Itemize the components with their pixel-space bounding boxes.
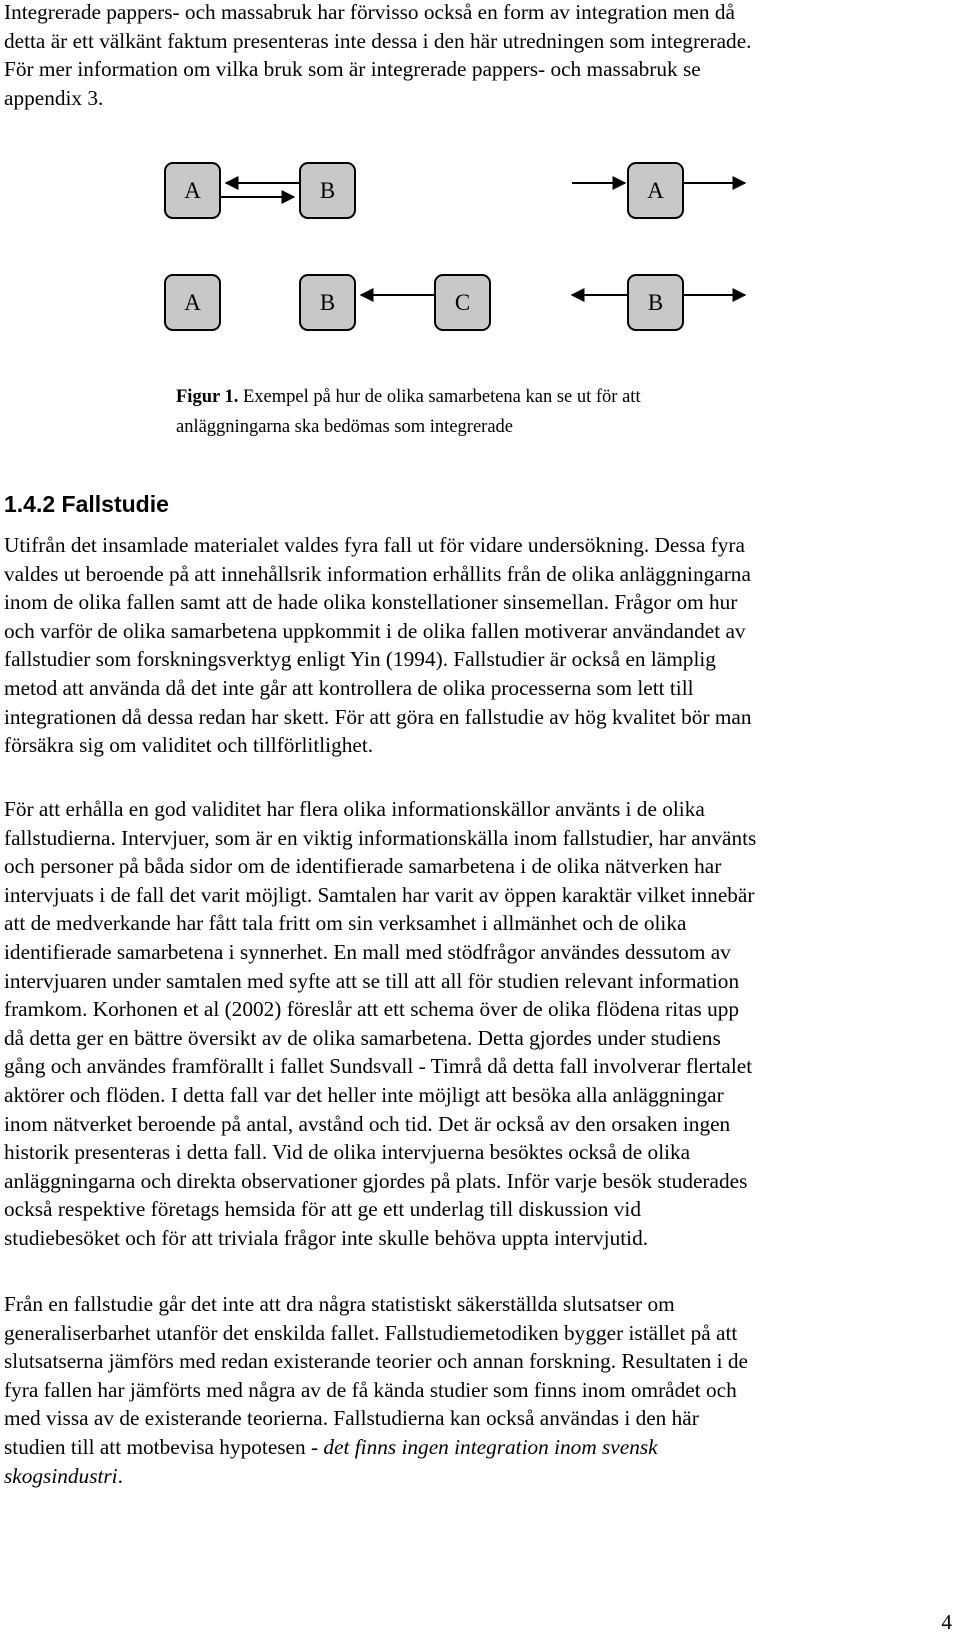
text-line: med vissa av de existerande teorierna. Fallstudierna kan också användas i den här [4, 1406, 699, 1431]
text-line: historik presenteras i detta fall. Vid de olika intervjuerna besöktes också de olika [4, 1140, 691, 1165]
text-line: försäkra sig om validitet och tillförlitlighet. [4, 733, 374, 758]
text-line: intervjuaren under samtalen med syfte att se till att all för studien relevant information [4, 968, 740, 993]
caption-text: anläggningarna ska bedömas som integrerade [176, 417, 513, 437]
text-line: att de medverkande har fått tala fritt om sin verksamhet i allmänhet och de olika [4, 911, 687, 936]
text-line: slutsatserna jämförs med redan existerande teorier och annan forskning. Resultaten i de [4, 1349, 748, 1374]
text-line: fallstudierna. Intervjuer, som är en viktig informationskälla inom fallstudier, har använts [4, 825, 757, 850]
text-line [4, 1462, 954, 1491]
caption-label: Figur 1. [176, 387, 239, 407]
node-label: B [319, 290, 336, 315]
node-label: B [319, 178, 336, 203]
text-line: integrationen då dessa redan har skett. För att göra en fallstudie av hög kvalitet bör man [4, 704, 752, 729]
emphasized-text: skogsindustri [4, 1463, 118, 1488]
page-number: 4 [941, 1610, 952, 1634]
caption-text: Exempel på hur de olika samarbetena kan se ut för att [238, 387, 641, 407]
text-line: inom de olika fallen samt att de hade olika konstellationer sinsemellan. Frågor om hur [4, 590, 738, 615]
text-line: gång och användes framförallt i fallet Sundsvall - Timrå då detta fall involverar flertalet [4, 1054, 753, 1079]
text-run: studien till att motbevisa hypotesen - [4, 1434, 324, 1459]
text-line: anläggningarna och direkta observationer gjordes på plats. Inför varje besök studerades [4, 1168, 748, 1193]
text-line: studiebesöket och för att triviala frågor inte skulle behöva uppta intervjutid. [4, 1225, 649, 1250]
text-run: . [117, 1463, 123, 1488]
body-paragraph [4, 795, 954, 1253]
text-line: och varför de olika samarbetena uppkommit i de olika fallen motiverar användandet av [4, 618, 746, 643]
text-line: detta är ett välkänt faktum presenteras inte dessa i den här utredningen som integrerade. [4, 28, 752, 53]
text-line: och personer på båda sidor om de identifierade samarbetena i de olika nätverken har [4, 854, 722, 879]
text-line: generaliserbarhet utanför det enskilda fallet. Fallstudiemetodiken bygger istället på att [4, 1320, 738, 1345]
body-paragraph [4, 1290, 954, 1490]
text-line: För mer information om vilka bruk som är integrerade pappers- och massabruk se [4, 57, 701, 82]
node-label: A [184, 290, 201, 315]
text-line: aktörer och flöden. I detta fall var det heller inte möjligt att besöka alla anläggningar [4, 1082, 724, 1107]
node-label: A [184, 178, 201, 203]
node-label: B [647, 290, 664, 315]
text-line: För att erhålla en god validitet har flera olika informationskällor använts i de olika [4, 797, 705, 821]
node-label: C [454, 290, 471, 315]
node-label: A [647, 178, 664, 203]
section-heading: 1.4.2 Fallstudie [4, 491, 169, 517]
text-line: intervjuats i de fall det varit möjligt. Samtalen har varit av öppen karaktär vilket innebär [4, 882, 755, 907]
intro-paragraph [4, 0, 954, 112]
text-line: också respektive företags hemsida för att ge ett underlag till diskussion vid [4, 1197, 641, 1222]
text-line: framkom. Korhonen et al (2002) föreslår att ett schema över de olika flödena ritas upp [4, 997, 740, 1022]
text-line: inom nätverket beroende på antal, avstånd och tid. Det är också av den orsaken ingen [4, 1111, 731, 1136]
text-line: Integrerade pappers- och massabruk har förvisso också en form av integration men då [4, 0, 735, 24]
text-line: Från en fallstudie går det inte att dra några statistiskt säkerställda slutsatser om [4, 1292, 675, 1316]
figure-caption [176, 382, 876, 442]
integration-diagram [160, 150, 820, 355]
text-line: valdes ut beroende på att innehållsrik information erhållits från de olika anläggningarna [4, 561, 751, 586]
text-line: fyra fallen har jämförts med några av de få kända studier som finns inom området och [4, 1377, 737, 1402]
text-line: Utifrån det insamlade materialet valdes fyra fall ut för vidare undersökning. Dessa fyra [4, 533, 745, 557]
text-line: fallstudier som forskningsverktyg enligt Yin (1994). Fallstudier är också en lämplig [4, 647, 716, 672]
text-line: appendix 3. [4, 85, 104, 110]
text-line [4, 1433, 954, 1462]
body-paragraph [4, 531, 954, 760]
text-line: identifierade samarbetena i synnerhet. En mall med stödfrågor användes dessutom av [4, 939, 731, 964]
text-line: då detta ger en bättre översikt av de olika samarbetena. Detta gjordes under studiens [4, 1025, 721, 1050]
text-line: metod att använda då det inte går att kontrollera de olika processerna som lett till [4, 675, 694, 700]
emphasized-text: det finns ingen integration inom svensk [323, 1434, 658, 1459]
